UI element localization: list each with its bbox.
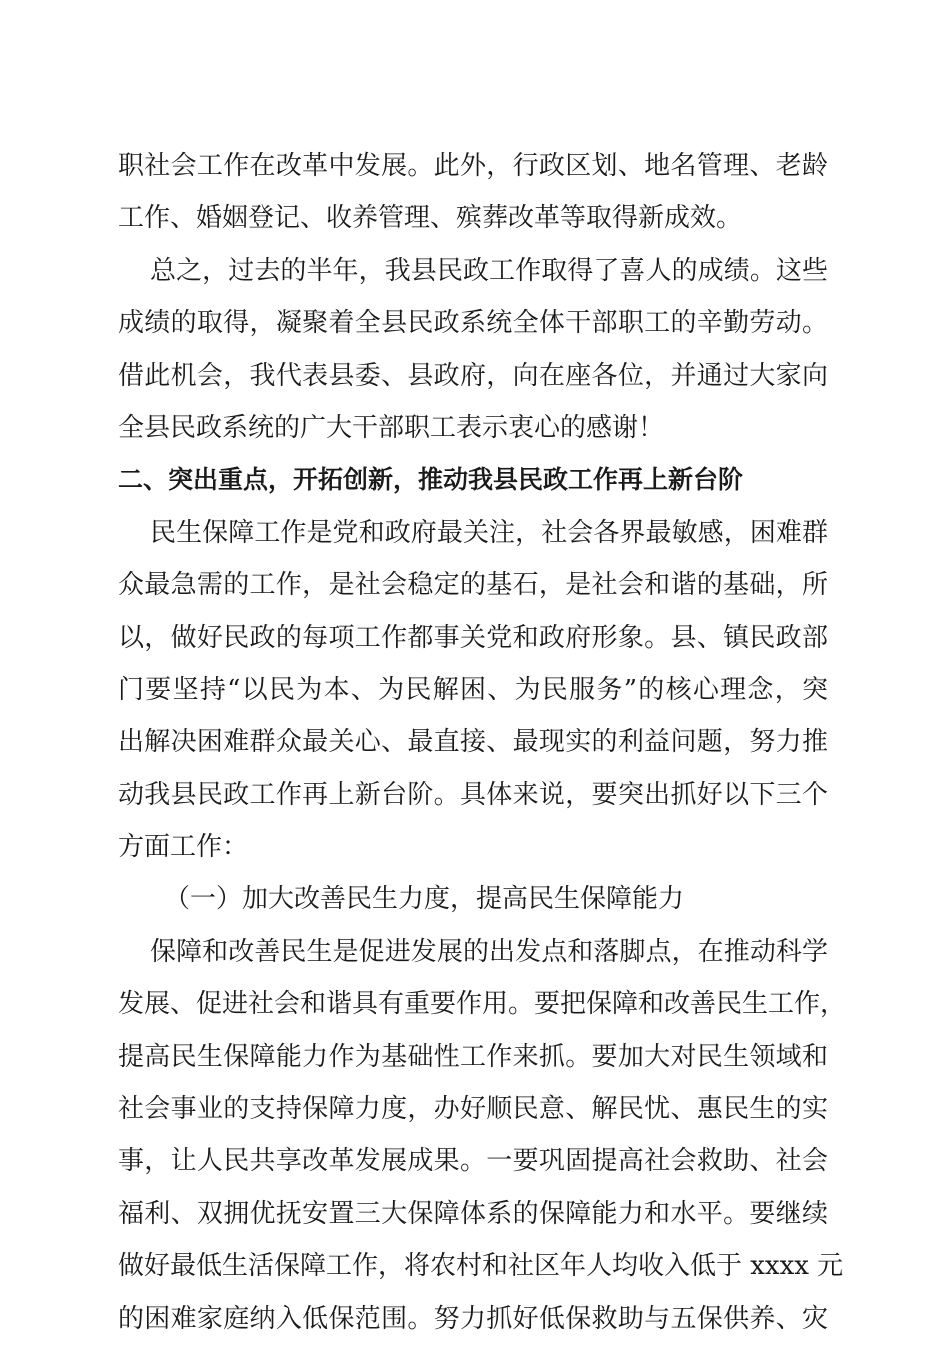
paragraph-line: 出解决困难群众最关心、最直接、最现实的利益问题，努力推 (118, 727, 828, 758)
paragraph-first-line: 保障和改善民生是促进发展的出发点和落脚点，在推动科学 (150, 936, 828, 967)
section-heading: 二、突出重点，开拓创新，推动我县民政工作再上新台阶 (118, 465, 744, 495)
paragraph-line: 全县民政系统的广大干部职工表示衷心的感谢！ (118, 412, 665, 443)
paragraph-line: 福利、双拥优抚安置三大保障体系的保障能力和水平。要继续 (118, 1198, 828, 1229)
paragraph-line: 发展、促进社会和谐具有重要作用。要把保障和改善民生工作， (118, 989, 847, 1020)
paragraph-line: 做好最低生活保障工作，将农村和社区年人均收入低于 xxxx 元 (118, 1251, 844, 1282)
document-body (118, 140, 847, 1345)
paragraph-line: 职社会工作在改革中发展。此外，行政区划、地名管理、老龄 (118, 151, 828, 181)
paragraph-line: 的困难家庭纳入低保范围。努力抓好低保救助与五保供养、灾 (118, 1303, 828, 1334)
paragraph-line: 借此机会，我代表县委、县政府，向在座各位，并通过大家向 (118, 360, 828, 391)
paragraph-line: 动我县民政工作再上新台阶。具体来说，要突出抓好以下三个 (118, 779, 828, 810)
paragraph-line: 社会事业的支持保障力度，办好顺民意、解民忧、惠民生的实 (118, 1094, 828, 1125)
paragraph-line: 成绩的取得，凝聚着全县民政系统全体干部职工的辛勤劳动。 (118, 308, 828, 339)
paragraph-first-line: 民生保障工作是党和政府最关注，社会各界最敏感，困难群 (150, 517, 828, 548)
paragraph-line: 门要坚持“以民为本、为民解困、为民服务”的核心理念，突 (118, 674, 828, 705)
paragraph-line: 以，做好民政的每项工作都事关党和政府形象。县、镇民政部 (118, 622, 828, 653)
paragraph-line: 事，让人民共享改革发展成果。一要巩固提高社会救助、社会 (118, 1146, 828, 1177)
paragraph-line: 方面工作： (118, 832, 249, 863)
paragraph-line: 众最急需的工作，是社会稳定的基石，是社会和谐的基础，所 (118, 570, 828, 601)
paragraph-first-line: 总之，过去的半年，我县民政工作取得了喜人的成绩。这些 (150, 255, 828, 286)
paragraph-line: 提高民生保障能力作为基础性工作来抓。要加大对民生领域和 (118, 1041, 828, 1072)
paragraph-line: 工作、婚姻登记、收养管理、殡葬改革等取得新成效。 (118, 203, 743, 234)
subsection-heading: （一）加大改善民生力度，提高民生保障能力 (164, 884, 685, 915)
